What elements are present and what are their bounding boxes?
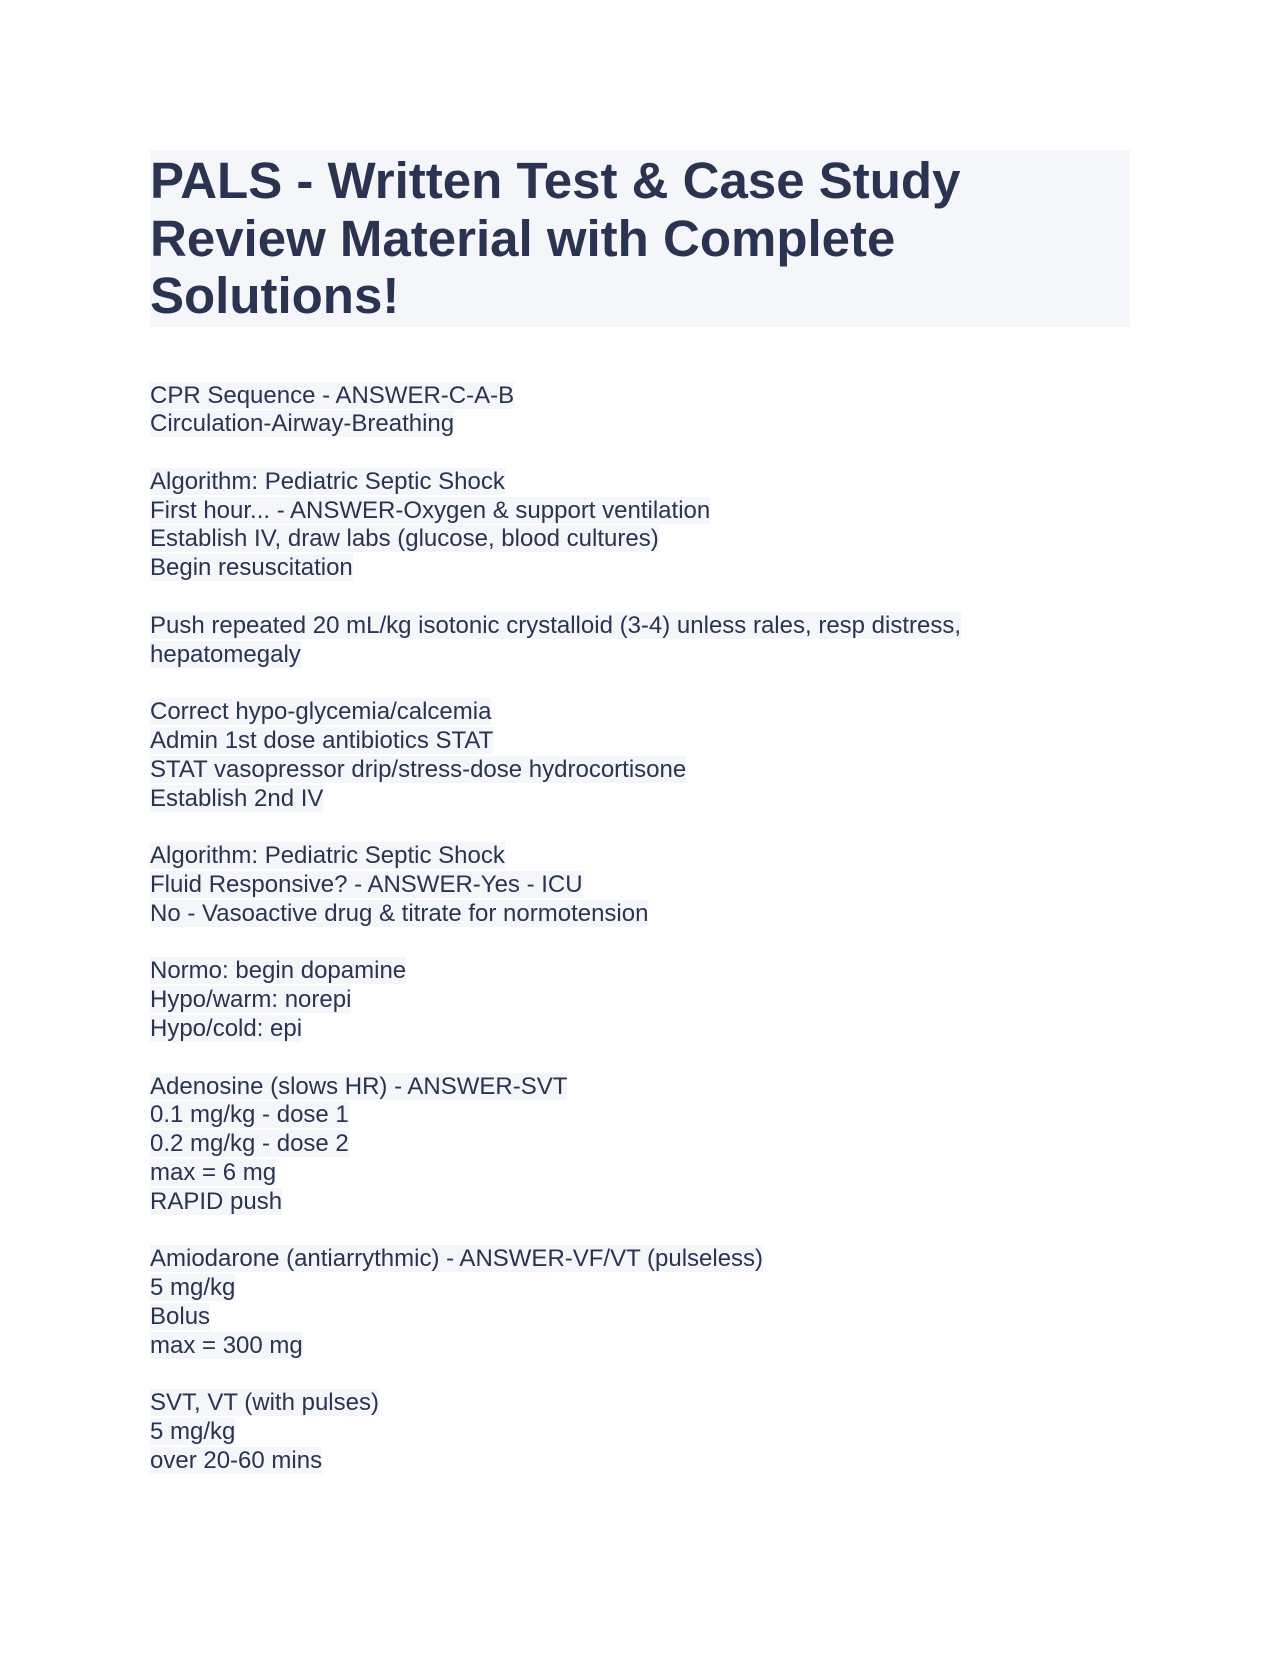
text-line [150,900,1130,929]
text-line-content: CPR Sequence - ANSWER-C-A-B [150,381,515,409]
text-line-content: No - Vasoactive drug & titrate for normotension [150,899,649,927]
document-title: PALS - Written Test & Case Study Review Material with Complete Solutions! [150,152,961,324]
text-line-content: hepatomegaly [150,640,301,668]
text-line-content: Circulation-Airway-Breathing [150,410,455,438]
text-line [150,468,1130,497]
document-body [150,382,1130,1476]
text-line [150,1303,1130,1332]
text-line [150,986,1130,1015]
title-block [150,150,1130,327]
text-line [150,1130,1130,1159]
text-line-content: 5 mg/kg [150,1274,236,1302]
text-line [150,554,1130,583]
qa-section [150,382,1130,440]
qa-section [150,1389,1130,1475]
text-line-content: Bolus [150,1303,211,1330]
text-line [150,1447,1130,1476]
text-line [150,1073,1130,1102]
text-line [150,497,1130,526]
text-line [150,698,1130,727]
text-line-content: max = 300 mg [150,1331,303,1359]
text-line [150,410,1130,439]
text-line-content: Adenosine (slows HR) - ANSWER-SVT [150,1072,568,1100]
text-line [150,1332,1130,1361]
qa-section [150,612,1130,670]
text-line-content: Correct hypo-glycemia/calcemia [150,698,492,726]
text-line-content: over 20-60 mins [150,1446,323,1474]
qa-section [150,842,1130,928]
text-line-content: STAT vasopressor drip/stress-dose hydrocortisone [150,755,687,783]
text-line [150,1274,1130,1303]
text-line-content: Begin resuscitation [150,554,353,582]
text-line [150,1101,1130,1130]
text-line [150,957,1130,986]
text-line-content: First hour... - ANSWER-Oxygen & support ventilation [150,496,711,524]
text-line-content: Fluid Responsive? - ANSWER-Yes - ICU [150,871,583,899]
text-line-content: max = 6 mg [150,1159,277,1187]
page-content [150,150,1130,1505]
text-line-content: Establish 2nd IV [150,784,324,812]
text-line-content: RAPID push [150,1187,283,1215]
qa-section [150,1245,1130,1360]
text-line-content: Algorithm: Pediatric Septic Shock [150,842,505,870]
text-line-content: Normo: begin dopamine [150,957,407,985]
text-line [150,612,1130,641]
text-line [150,785,1130,814]
text-line [150,1015,1130,1044]
text-line [150,756,1130,785]
text-line-content: 5 mg/kg [150,1418,236,1446]
text-line-content: Establish IV, draw labs (glucose, blood cultures) [150,525,659,553]
text-line [150,871,1130,900]
text-line [150,1245,1130,1274]
text-line-content: 0.1 mg/kg - dose 1 [150,1101,349,1129]
text-line-content: Hypo/cold: epi [150,1015,303,1043]
text-line [150,842,1130,871]
text-line-content: 0.2 mg/kg - dose 2 [150,1130,349,1158]
text-line-content: Algorithm: Pediatric Septic Shock [150,467,505,495]
text-line [150,727,1130,756]
text-line [150,382,1130,411]
qa-section [150,1073,1130,1217]
text-line [150,1389,1130,1418]
text-line-content: Amiodarone (antiarrythmic) - ANSWER-VF/VT (pulseless) [150,1245,764,1273]
text-line [150,1188,1130,1217]
text-line [150,641,1130,670]
text-line-content: SVT, VT (with pulses) [150,1389,379,1417]
text-line-content: Push repeated 20 mL/kg isotonic crystalloid (3-4) unless rales, resp distress, [150,611,962,639]
text-line [150,1418,1130,1447]
qa-section [150,468,1130,583]
text-line [150,525,1130,554]
text-line [150,1159,1130,1188]
text-line-content: Hypo/warm: norepi [150,986,352,1014]
qa-section [150,957,1130,1043]
qa-section [150,698,1130,813]
text-line-content: Admin 1st dose antibiotics STAT [150,727,494,755]
